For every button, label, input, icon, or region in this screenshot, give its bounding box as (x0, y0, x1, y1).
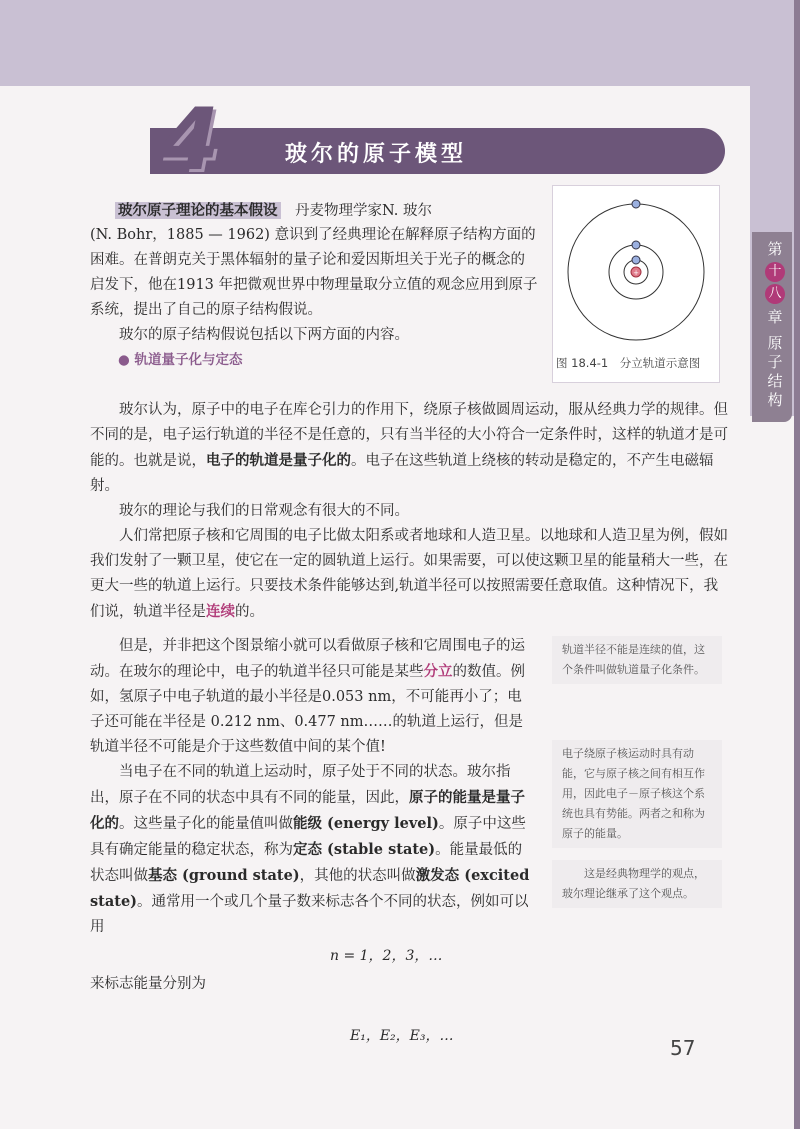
side-num-eight: 八 (765, 284, 785, 304)
section-heading: 玻尔原子理论的基本假设 (115, 202, 281, 219)
intro-body: (N. Bohr，1885 — 1962) 意识到了经典理论在解释原子结构方面的困难。在普朗克关于黑体辐射的量子论和爱因斯坦关于光子的概念的启发下，他在1913 年把微观世界中物理量取分立值的观念应用到原子系统，提出了自己的原子结构假说。 玻尔的原子结构假说包括以下两方面的内容。 ● 轨道量子化与定态 (90, 223, 538, 373)
page-title: 玻尔的原子模型 (285, 141, 468, 167)
formula-n: n = 1，2，3，… (330, 948, 443, 964)
side-char-zhang: 章 (767, 308, 783, 326)
paragraph-8: 来标志能量分别为 (90, 976, 206, 992)
formula-E: E₁，E₂，E₃，… (350, 1028, 454, 1044)
orbit-figure (552, 185, 720, 383)
section-number: 4 (160, 90, 220, 190)
side-char-di: 第 (767, 240, 783, 258)
figure-caption: 图 18.4-1 分立轨道示意图 (556, 356, 701, 370)
intro-paragraph: 玻尔原子理论的基本假设 丹麦物理学家N. 玻尔 (115, 198, 535, 224)
main-text-2: 但是，并非把这个图景缩小就可以看做原子核和它周围电子的运动。在玻尔的理论中，电子的轨道半径只可能是某些分立的数值。例如，氢原子中电子轨道的最小半径是0.053 nm，不可能再小了；电子还可能在半径是 0.212 nm、0.477 nm……的轨道上运行，但是轨道半径不可能是介于这些数值中间的某个值! 当电子在不同的轨道上运动时，原子处于不同的状态。玻尔指出，原子在不同的状态中具有不同的能量，因此，原子的能量是量子化的。这些量子化的能量值叫做能级 (energy level)。原子中这些具有确定能量的稳定状态，称为定态 (stable state)。能量最低的状态叫做基态 (ground state)，其他的状态叫做激发态 (excited state)。通常用一个或几个量子数来标志各个不同的状态，例如可以用 (90, 638, 530, 935)
margin-note-2: 电子绕原子核运动时具有动能，它与原子核之间有相互作用，因此电子－原子核这个系统也具有势能。两者之和称为原子的能量。 (552, 740, 722, 848)
page-number: 57 (670, 1036, 696, 1060)
margin-note-3: 这是经典物理学的观点，玻尔理论继承了这个观点。 (552, 860, 722, 908)
side-num-ten: 十 (765, 262, 785, 282)
header-band (0, 0, 800, 86)
margin-note-1: 轨道半径不能是连续的值，这个条件叫做轨道量子化条件。 (552, 636, 722, 684)
paragraph-2: 玻尔的原子结构假说包括以下两方面的内容。 (119, 327, 409, 343)
side-topic: 原子结构 (767, 334, 783, 409)
bullet-heading: ● 轨道量子化与定态 (118, 352, 243, 368)
orbit-diagram (553, 186, 719, 346)
main-text-1: 玻尔认为，原子中的电子在库仑引力的作用下，绕原子核做圆周运动，服从经典力学的规律。但不同的是，电子运行轨道的半径不是任意的，只有当半径的大小符合一定条件时，这样的轨道才是可能的。也就是说，电子的轨道是量子化的。电子在这些轨道上绕核的转动是稳定的，不产生电磁辐射。 玻尔的理论与我们的日常观念有很大的不同。 人们常把原子核和它周围的电子比做太阳系或者地球和人造卫星。以地球和人造卫星为例，假如我们发射了一颗卫星，使它在一定的圆轨道上运行。如果需要，可以使这颗卫星的能量稍大一些，在更大一些的轨道上运行。只要技术条件能够达到,轨道半径可以按照需要任意取值。这种情况下，我们说，轨道半径是连续的。 (90, 402, 728, 620)
right-edge-bar (794, 0, 800, 1129)
svg-text:+: + (633, 269, 639, 277)
chapter-side-label (760, 238, 790, 410)
title-bar (150, 128, 725, 174)
